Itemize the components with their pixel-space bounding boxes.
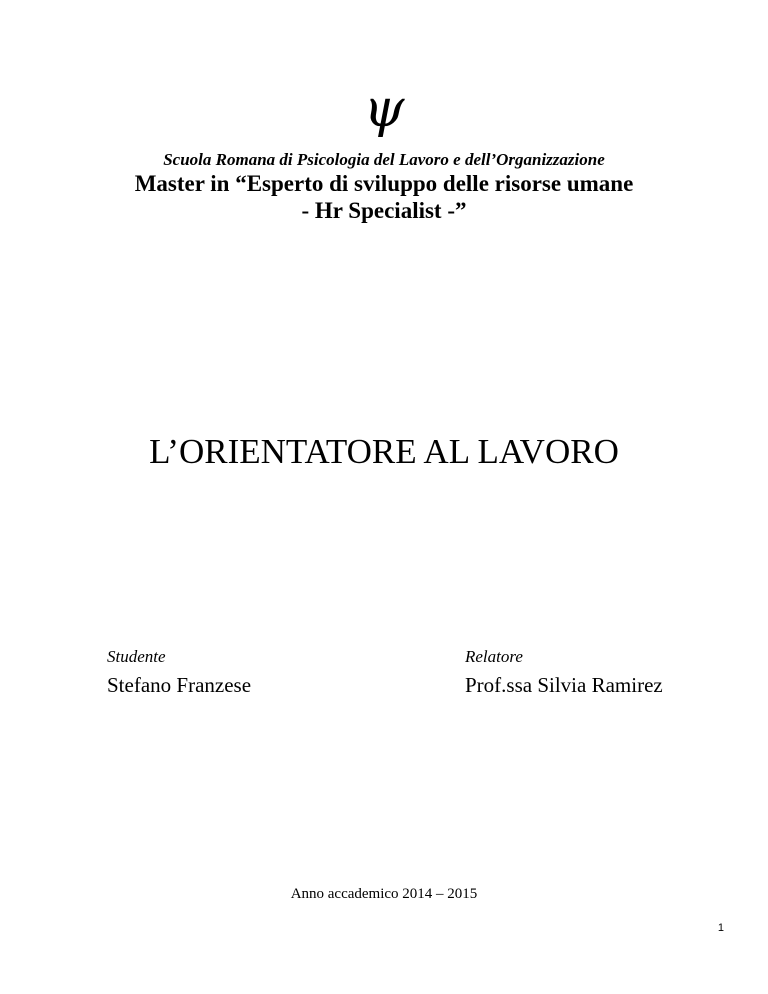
- master-title: [0, 170, 768, 224]
- student-name: Stefano Franzese: [107, 673, 252, 697]
- relatore-label: Relatore: [465, 647, 523, 666]
- relatore-name: Prof.ssa Silvia Ramirez: [465, 673, 663, 697]
- relatore-block: [465, 646, 663, 699]
- master-title-line-2: - Hr Specialist -”: [301, 198, 467, 223]
- master-title-line-1: Master in “Esperto di sviluppo delle risorse umane: [134, 171, 634, 196]
- psi-logo-icon: ψ: [363, 79, 405, 139]
- student-label: Studente: [107, 647, 166, 666]
- school-name: Scuola Romana di Psicologia del Lavoro e dell’Organizzazione: [163, 150, 605, 169]
- student-block: [107, 646, 251, 699]
- thesis-title: L’ORIENTATORE AL LAVORO: [149, 432, 619, 471]
- page-number: 1: [717, 922, 724, 934]
- academic-year: Anno accademico 2014 – 2015: [290, 886, 478, 902]
